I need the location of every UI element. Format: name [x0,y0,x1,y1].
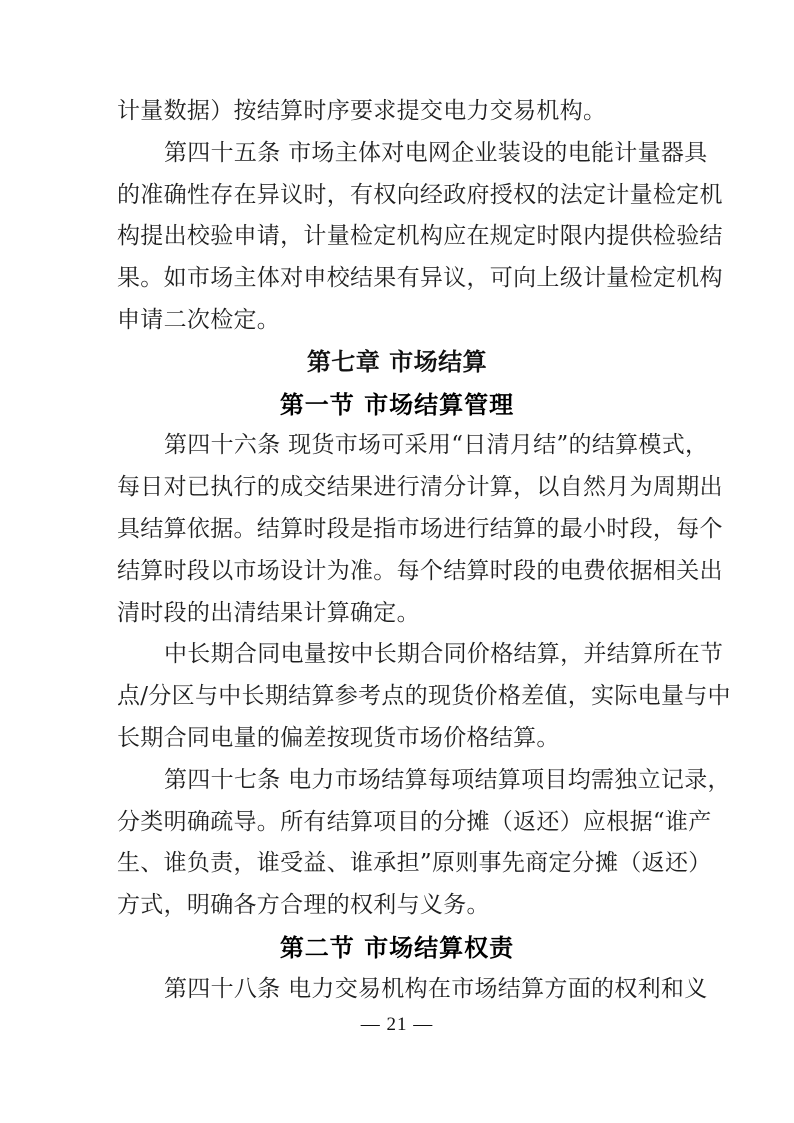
body-line-article-47: 第四十七条 电力市场结算每项结算项目均需独立记录， [164,766,731,793]
body-line: 果。如市场主体对申校结果有异议，可向上级计量检定机构 [117,265,723,292]
body-line: 长期合同电量的偏差按现货市场价格结算。 [117,724,560,751]
document-body [117,91,731,1011]
body-line: 点/分区与中长期结算参考点的现货价格差值，实际电量与中 [117,683,731,710]
body-line: 的准确性存在异议时，有权向经政府授权的法定计量检定机 [117,181,723,208]
body-line: 方式，明确各方合理的权利与义务。 [117,892,490,919]
body-line-article-46: 第四十六条 现货市场可采用“日清月结”的结算模式， [164,432,709,459]
body-line: 构提出校验申请，计量检定机构应在规定时限内提供检验结 [117,223,723,250]
body-line: 分类明确疏导。所有结算项目的分摊（返还）应根据“谁产 [117,808,712,835]
body-line: 清时段的出清结果计算确定。 [117,599,420,626]
chapter-heading: 第七章 市场结算 [306,347,488,376]
body-line-article-45: 第四十五条 市场主体对电网企业装设的电能计量器具 [164,139,708,166]
body-line: 每日对已执行的成交结果进行清分计算，以自然月为周期出 [117,474,723,501]
section-heading-2: 第二节 市场结算权责 [279,932,515,962]
body-line: 计量数据）按结算时序要求提交电力交易机构。 [117,98,607,124]
body-line: 中长期合同电量按中长期合同价格结算，并结算所在节 [164,641,724,668]
page-number: — 21 — [360,1014,434,1035]
body-line-article-48: 第四十八条 电力交易机构在市场结算方面的权利和义 [164,975,708,1002]
section-heading-1: 第一节 市场结算管理 [279,389,515,419]
body-line: 生、谁负责，谁受益、谁承担”原则事先商定分摊（返还） [117,850,712,877]
body-line: 结算时段以市场设计为准。每个结算时段的电费依据相关出 [117,557,723,584]
body-line: 具结算依据。结算时段是指市场进行结算的最小时段，每个 [117,515,723,542]
body-line: 申请二次检定。 [117,306,281,333]
